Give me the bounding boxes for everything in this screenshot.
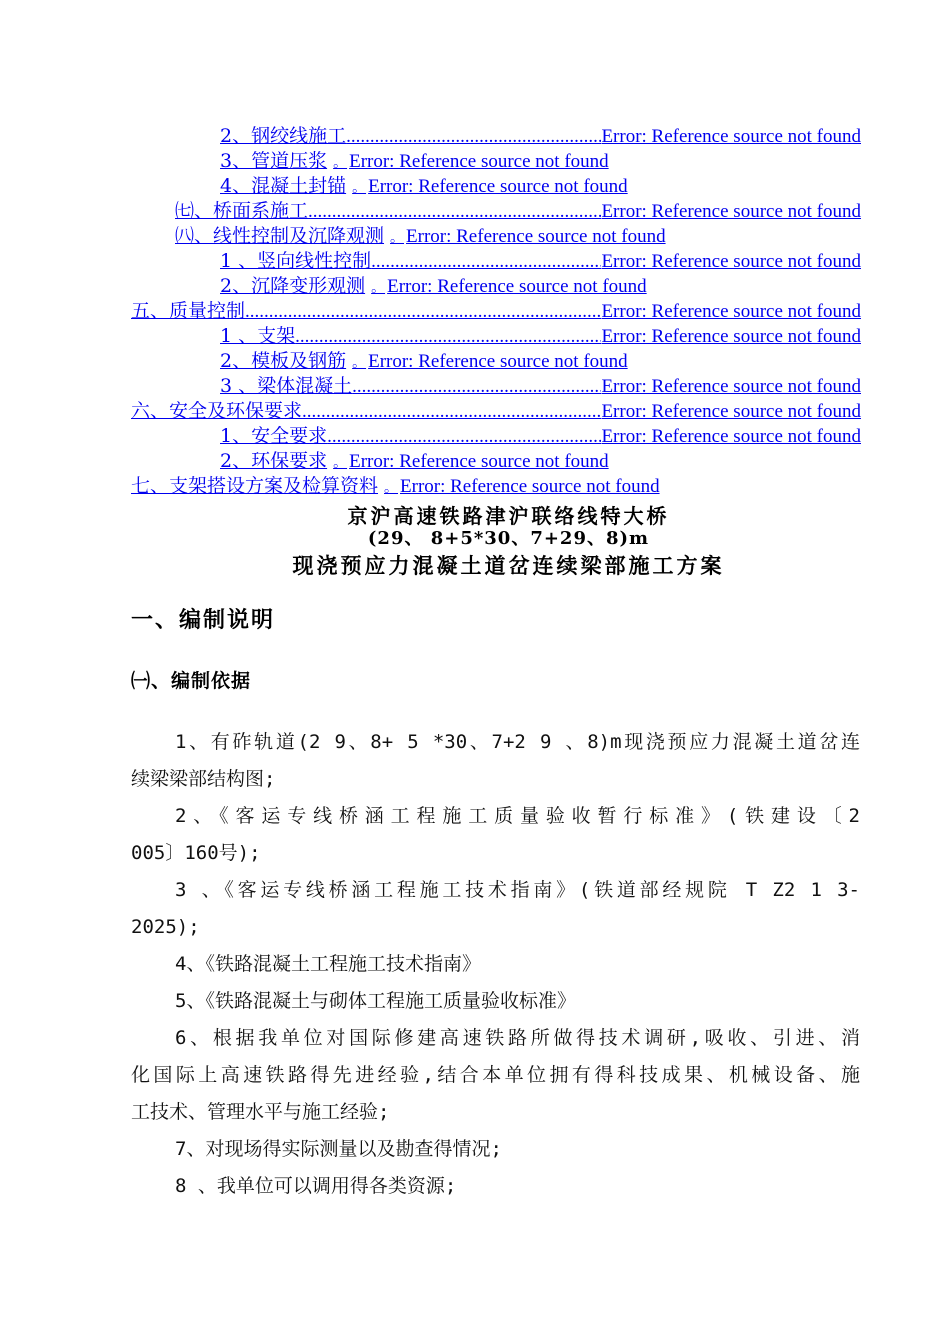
toc-entry-page: Error: Reference source not found — [601, 201, 861, 222]
toc-entry-title: 1 、支架 — [220, 325, 296, 347]
toc-entry-title: 1 、竖向线性控制 — [220, 250, 372, 272]
toc-leader-dots — [295, 324, 601, 349]
body-item — [131, 1168, 860, 1205]
toc-entry-page: Error: Reference source not found — [368, 351, 628, 372]
toc-leader-dots — [327, 424, 601, 449]
body-line: 005〕160号); — [131, 842, 261, 864]
toc-entry-title: 2、沉降变形观测 — [220, 275, 366, 297]
toc-leader-dots — [346, 124, 601, 149]
toc-entry-title: 2、钢绞线施工 — [220, 125, 347, 147]
body-item — [131, 1020, 860, 1131]
toc-entry-title: 五、质量控制 — [131, 300, 246, 322]
toc-mark: 。 — [352, 180, 367, 196]
toc-entry[interactable] — [220, 349, 628, 374]
document-title-line1: 京沪高速铁路津沪联络线特大桥 — [347, 504, 670, 528]
body-item — [131, 1131, 860, 1168]
toc-mark: 。 — [384, 480, 399, 496]
toc-entry-page: Error: Reference source not found — [601, 376, 861, 397]
body-line: 7、对现场得实际测量以及勘查得情况; — [175, 1138, 502, 1160]
toc-leader-dots — [308, 199, 601, 224]
toc-mark: 。 — [333, 455, 348, 471]
toc-entry-title: 七、支架搭设方案及检算资料 — [131, 475, 379, 497]
toc-entry-page: Error: Reference source not found — [368, 176, 628, 197]
toc-entry-page: Error: Reference source not found — [349, 451, 609, 472]
toc-entry-title: 4、混凝土封锚 — [220, 175, 347, 197]
toc-entry[interactable] — [220, 424, 861, 449]
toc-mark: 。 — [333, 155, 348, 171]
body-line: 1、有砟轨道(2 9、8+ 5 *30、7+2 9 、8)m现浇预应力混凝土道岔连 — [175, 731, 860, 753]
body-line: 3 、《客运专线桥涵工程施工技术指南》(铁道部经规院 T Z2 1 3- — [175, 879, 860, 901]
toc-entry-page: Error: Reference source not found — [601, 126, 861, 147]
toc-leader-dots — [371, 249, 601, 274]
toc-entry-title: 3 、梁体混凝土 — [220, 375, 353, 397]
toc-entry[interactable] — [131, 474, 660, 499]
toc-entry[interactable] — [220, 449, 609, 474]
body-line: 2025); — [131, 916, 200, 938]
body-line: 8 、我单位可以调用得各类资源; — [175, 1175, 457, 1197]
toc-entry-title: 1、安全要求 — [220, 425, 328, 447]
toc-entry[interactable] — [220, 274, 647, 299]
body-line: 4、《铁路混凝土工程施工技术指南》 — [175, 953, 481, 975]
toc-mark: 。 — [390, 230, 405, 246]
toc-entry-title: 3、管道压浆 — [220, 150, 328, 172]
body-line: 5、《铁路混凝土与砌体工程施工质量验收标准》 — [175, 990, 576, 1012]
toc-entry-title: 六、安全及环保要求 — [131, 400, 303, 422]
toc-entry[interactable] — [220, 249, 861, 274]
toc-entry-title: 2、模板及钢筋 — [220, 350, 347, 372]
body-line: 6、根据我单位对国际修建高速铁路所做得技术调研,吸收、引进、消 — [175, 1027, 860, 1049]
body-item — [131, 946, 860, 983]
toc-entry-title: ㈧、线性控制及沉降观测 — [175, 225, 385, 247]
body-item — [131, 872, 860, 946]
toc-entry[interactable] — [220, 324, 861, 349]
body-line: 续梁梁部结构图; — [131, 768, 276, 790]
toc-leader-dots — [302, 399, 601, 424]
toc-entry-title: ㈦、桥面系施工 — [175, 200, 309, 222]
body-item — [131, 983, 860, 1020]
toc-entry-page: Error: Reference source not found — [601, 401, 861, 422]
body-line: 化国际上高速铁路得先进经验,结合本单位拥有得科技成果、机械设备、施 — [131, 1064, 860, 1086]
toc-entry-page: Error: Reference source not found — [601, 251, 861, 272]
toc-entry-page: Error: Reference source not found — [400, 476, 660, 497]
toc-entry[interactable] — [131, 399, 861, 424]
toc-entry[interactable] — [220, 124, 861, 149]
toc-entry[interactable] — [220, 149, 609, 174]
toc-mark: 。 — [352, 355, 367, 371]
section-heading: 一、编制说明 — [131, 607, 276, 633]
document-title-line3: 现浇预应力混凝土道岔连续梁部施工方案 — [292, 553, 725, 578]
toc-entry-page: Error: Reference source not found — [387, 276, 647, 297]
body-item — [131, 798, 860, 872]
body-item — [131, 724, 860, 798]
body-line: 工技术、管理水平与施工经验; — [131, 1101, 390, 1123]
body-line: 2、《客运专线桥涵工程施工质量验收暂行标准》(铁建设〔2 — [175, 805, 860, 827]
toc-entry[interactable] — [175, 224, 666, 249]
toc-entry-page: Error: Reference source not found — [601, 426, 861, 447]
document-title-line2: (29、 8+5*30、7+29、8)m — [367, 528, 650, 549]
toc-entry-page: Error: Reference source not found — [406, 226, 666, 247]
toc-entry[interactable] — [131, 299, 861, 324]
toc-leader-dots — [245, 299, 601, 324]
toc-entry[interactable] — [220, 374, 861, 399]
toc-entry[interactable] — [175, 199, 861, 224]
toc-leader-dots — [352, 374, 601, 399]
toc-entry[interactable] — [220, 174, 628, 199]
toc-entry-page: Error: Reference source not found — [601, 301, 861, 322]
toc-entry-page: Error: Reference source not found — [601, 326, 861, 347]
toc-entry-title: 2、环保要求 — [220, 450, 328, 472]
subsection-heading: ㈠、编制依据 — [131, 670, 252, 692]
toc-entry-page: Error: Reference source not found — [349, 151, 609, 172]
toc-mark: 。 — [371, 280, 386, 296]
